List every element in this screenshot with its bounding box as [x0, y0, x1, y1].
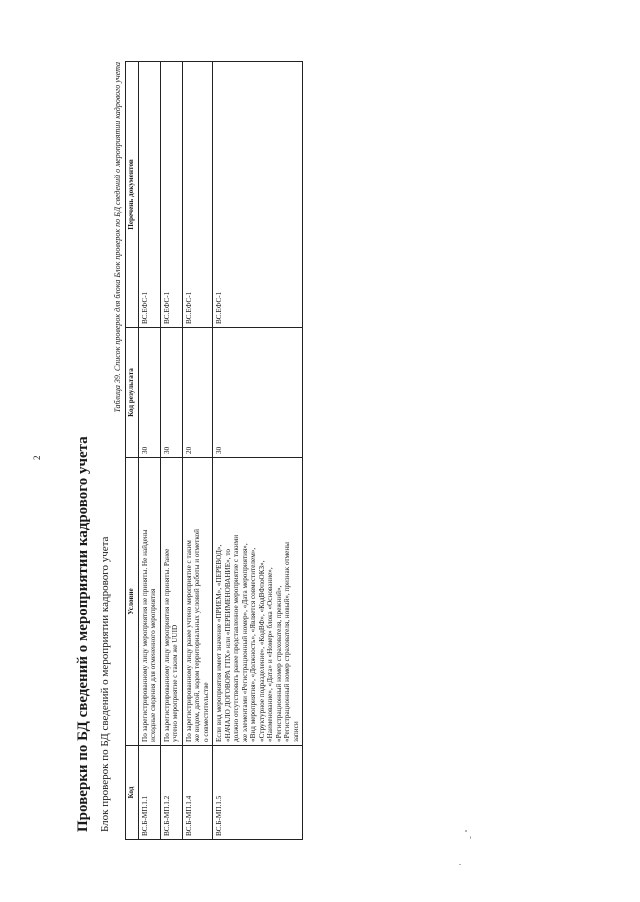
- condition-line: записи: [291, 721, 300, 742]
- checks-table: [125, 61, 303, 840]
- row-condition: [160, 458, 182, 746]
- table-row: [213, 62, 303, 840]
- row-result-code: 30: [160, 328, 182, 458]
- row-code: ВС.Б-МП.1.1: [139, 746, 161, 840]
- document-title: Проверки по БД сведений о мероприятии кадрового учета: [75, 436, 91, 832]
- table-caption: Таблица 39. Список проверок для блока Блок проверок по БД сведений о мероприятии кадрового учета: [113, 62, 122, 413]
- header-condition: Условие: [126, 458, 139, 746]
- condition-line: должно отсутствовать ранее представленное мероприятие с такими: [232, 534, 241, 742]
- condition-line: «Регистрационный номер страхователя, новый», признак отмены: [283, 541, 292, 742]
- row-result-code: 20: [182, 328, 212, 458]
- header-code: Код: [126, 746, 139, 840]
- table-header-row: [126, 62, 139, 840]
- row-documents: ВС.ЕФС-1: [160, 62, 182, 328]
- condition-line: «Структурное подразделение», «КодВФ», «КодВФпоОКЗ»,: [257, 560, 266, 742]
- row-condition: [182, 458, 212, 746]
- header-documents: Перечень документов: [126, 62, 139, 328]
- condition-line: По зарегистрированному лицу мероприятия не приняты. Не найдены: [141, 529, 149, 742]
- document-subtitle: Блок проверок по БД сведений о мероприятии кадрового учета: [99, 536, 111, 832]
- row-result-code: 30: [213, 328, 303, 458]
- condition-line: о совместительстве: [201, 682, 210, 742]
- condition-line: «НАЧАЛО ДОГОВОРА ГПХ» или «ПЕРЕИМЕНОВАНИЕ», то: [223, 549, 232, 742]
- condition-line: «Наименование», «Дата» и «Номер» блока «Основание»,: [266, 567, 275, 742]
- condition-line: же видом, датой, кодом территориальных условий работы и отметкой: [193, 529, 202, 742]
- row-code: ВС.Б-МП.1.2: [160, 746, 182, 840]
- row-condition: [139, 458, 161, 746]
- condition-line: исходные сведения для отмененного мероприятия: [149, 588, 158, 742]
- condition-line: же элементами «Регистрационный номер», «Дата мероприятия»,: [240, 543, 249, 742]
- condition-line: Если вид мероприятия имеет значение «ПРИЕМ», «ПЕРЕВОД»,: [215, 544, 224, 742]
- row-code: ВС.Б-МП.1.4: [182, 746, 212, 840]
- condition-line: По зарегистрированному лицу ранее учтено мероприятие с таким: [184, 540, 193, 742]
- condition-line: «Регистрационный номер страхователя, прежний»,: [274, 585, 283, 742]
- condition-line: «Вид мероприятия», «Должность», «Является совместителем»,: [249, 547, 258, 742]
- row-result-code: 30: [139, 328, 161, 458]
- header-result-code: Код результата: [126, 328, 139, 458]
- table-row: [160, 62, 182, 840]
- row-condition: [213, 458, 303, 746]
- page-number: 2: [32, 455, 42, 460]
- table-row: [182, 62, 212, 840]
- condition-line: учтено мероприятие с таким же UUID: [171, 624, 180, 742]
- table-row: [139, 62, 161, 840]
- row-documents: ВС.ЕФС-1: [182, 62, 212, 328]
- row-code: ВС.Б-МП.1.5: [213, 746, 303, 840]
- row-documents: ВС.ЕФС-1: [139, 62, 161, 328]
- row-documents: ВС.ЕФС-1: [213, 62, 303, 328]
- condition-line: По зарегистрированному лицу мероприятия не приняты. Ранее: [162, 548, 171, 742]
